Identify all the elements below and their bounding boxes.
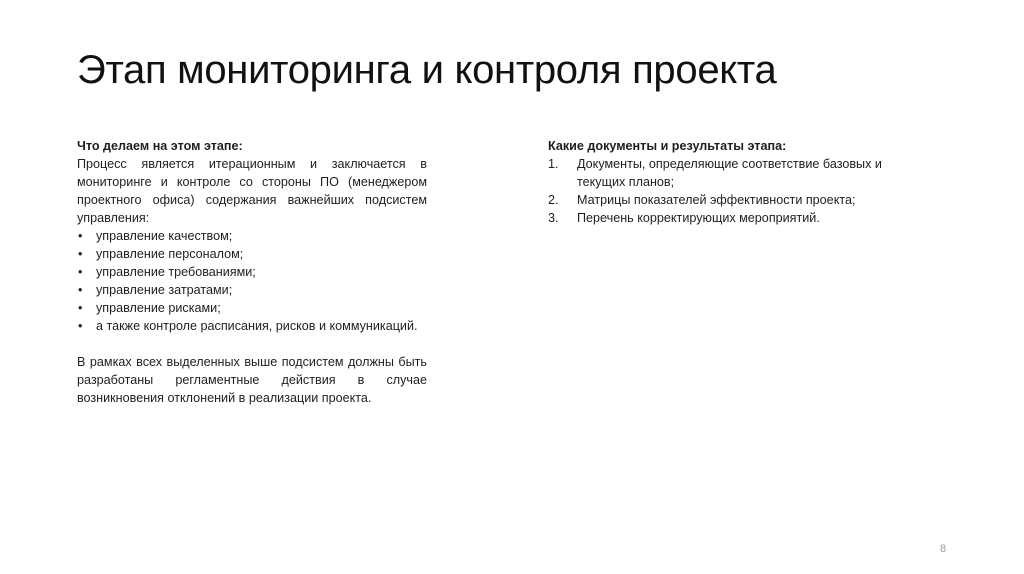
list-item-text: управление требованиями;	[96, 265, 256, 279]
item-number: 3.	[548, 211, 559, 225]
bullet-icon: •	[78, 247, 83, 261]
bullet-icon: •	[78, 229, 83, 243]
right-heading: Какие документы и результаты этапа:	[548, 139, 787, 153]
page-number: 8	[940, 543, 947, 555]
left-intro: Процесс является итерационным и заключается в мониторинге и контроле со стороны ПО (менеджером проектного офиса) содержания важнейших подсистем управления:	[77, 157, 427, 225]
paragraph-spacer	[77, 335, 427, 353]
subsystem-list	[77, 227, 427, 335]
list-item	[77, 227, 427, 245]
list-item	[548, 155, 918, 191]
results-list	[548, 155, 918, 227]
list-item-text: управление персоналом;	[96, 247, 244, 261]
list-item	[77, 299, 427, 317]
list-item-text: управление затратами;	[96, 283, 233, 297]
bullet-icon: •	[78, 301, 83, 315]
right-column	[548, 137, 918, 227]
list-item	[548, 209, 918, 227]
item-number: 2.	[548, 193, 559, 207]
item-number: 1.	[548, 157, 559, 171]
left-column	[77, 137, 427, 407]
list-item	[77, 245, 427, 263]
bullet-icon: •	[78, 319, 83, 333]
list-item-text: Документы, определяющие соответствие базовых и текущих планов;	[577, 157, 882, 189]
list-item-text: Матрицы показателей эффективности проекта;	[577, 193, 856, 207]
bullet-icon: •	[78, 283, 83, 297]
list-item	[77, 281, 427, 299]
list-item	[77, 317, 427, 335]
bullet-icon: •	[78, 265, 83, 279]
list-item-text: Перечень корректирующих мероприятий.	[577, 211, 820, 225]
list-item-text: управление рисками;	[96, 301, 221, 315]
list-item-text: а также контроле расписания, рисков и коммуникаций.	[96, 319, 418, 333]
list-item	[548, 191, 918, 209]
slide-title: Этап мониторинга и контроля проекта	[77, 48, 777, 92]
left-heading: Что делаем на этом этапе:	[77, 139, 243, 153]
list-item	[77, 263, 427, 281]
left-closing: В рамках всех выделенных выше подсистем должны быть разработаны регламентные действия в случае возникновения отклонений в реализации проекта.	[77, 355, 427, 405]
list-item-text: управление качеством;	[96, 229, 233, 243]
